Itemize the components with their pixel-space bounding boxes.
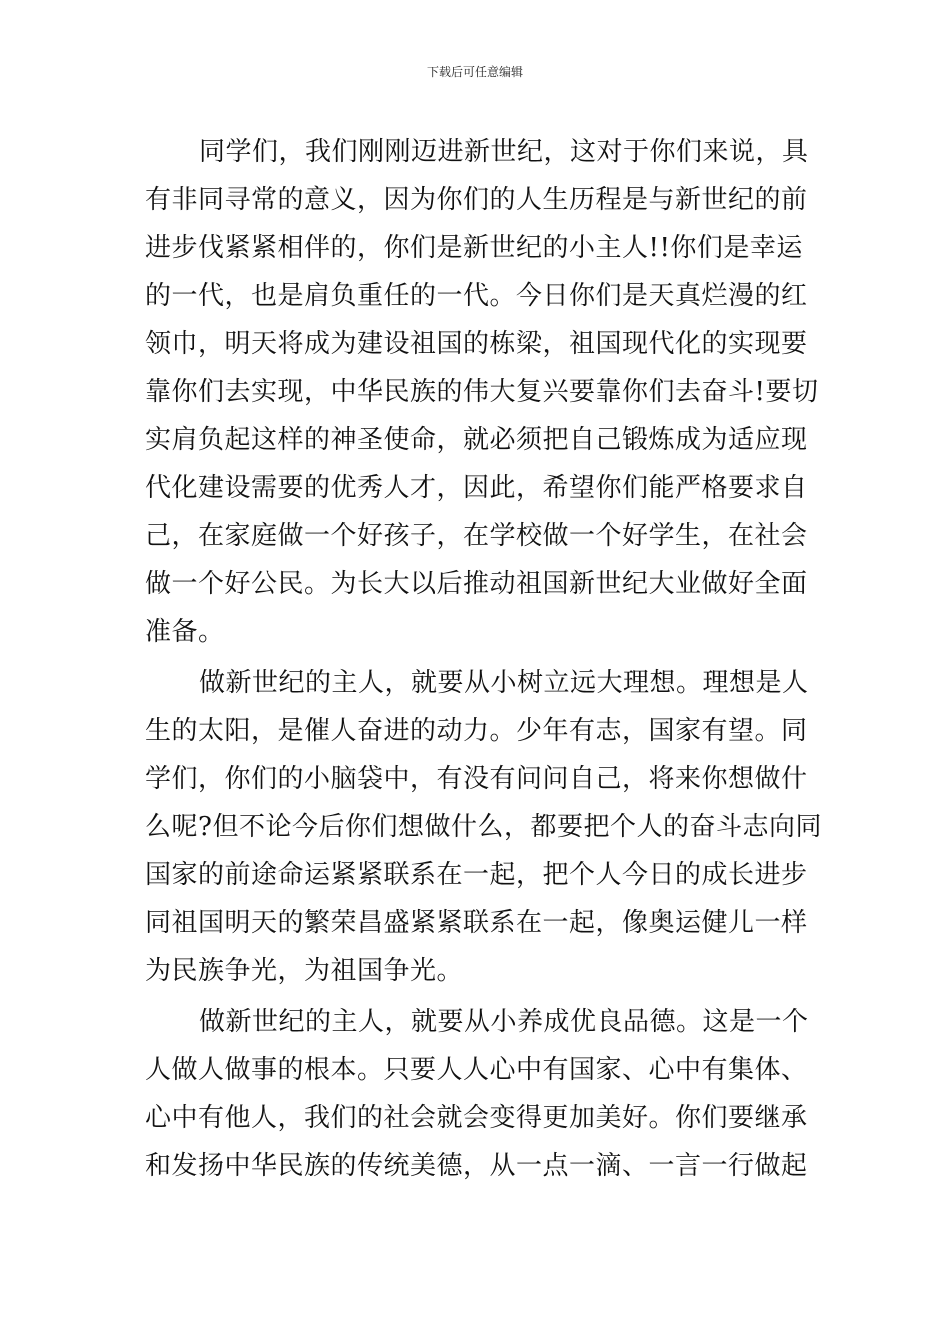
text-line: 代化建设需要的优秀人才，因此，希望你们能严格要求自 [145, 473, 808, 503]
text-line: 为民族争光，为祖国争光。 [145, 956, 464, 986]
header-note: 下载后可任意编辑 [426, 65, 523, 79]
text-line: 同学们，我们刚刚迈进新世纪，这对于你们来说，具 [199, 137, 809, 167]
text-line: 心中有他人，我们的社会就会变得更加美好。你们要继承 [145, 1103, 808, 1133]
text-line: 人做人做事的根本。只要人人心中有国家、心中有集体、 [145, 1055, 808, 1085]
text-line: 学们，你们的小脑袋中，有没有问问自己，将来你想做什 [145, 764, 808, 794]
text-line: 做新世纪的主人，就要从小树立远大理想。理想是人 [199, 668, 809, 698]
text-line: 的一代，也是肩负重任的一代。今日你们是天真烂漫的红 [145, 281, 808, 311]
text-line: 么呢?但不论今后你们想做什么，都要把个人的奋斗志向同 [145, 812, 822, 842]
text-line: 做新世纪的主人，就要从小养成优良品德。这是一个 [199, 1007, 809, 1037]
text-line: 做一个好公民。为长大以后推动祖国新世纪大业做好全面 [145, 569, 808, 599]
text-line: 和发扬中华民族的传统美德，从一点一滴、一言一行做起 [145, 1151, 808, 1181]
paragraph-1 [145, 128, 819, 656]
text-line: 同祖国明天的繁荣昌盛紧紧联系在一起，像奥运健儿一样 [145, 908, 808, 938]
text-line: 有非同寻常的意义，因为你们的人生历程是与新世纪的前 [145, 185, 808, 215]
text-line: 己，在家庭做一个好孩子，在学校做一个好学生，在社会 [145, 521, 808, 551]
text-line: 生的太阳，是催人奋进的动力。少年有志，国家有望。同 [145, 716, 808, 746]
text-line: 领巾，明天将成为建设祖国的栋梁，祖国现代化的实现要 [145, 329, 808, 359]
text-line: 准备。 [145, 617, 225, 647]
paragraph-2 [145, 659, 822, 995]
text-line: 靠你们去实现，中华民族的伟大复兴要靠你们去奋斗!要切 [145, 377, 819, 407]
text-line: 进步伐紧紧相伴的，你们是新世纪的小主人!!你们是幸运 [145, 233, 803, 263]
text-line: 国家的前途命运紧紧联系在一起，把个人今日的成长进步 [145, 860, 808, 890]
paragraph-3 [145, 998, 810, 1190]
text-line: 实肩负起这样的神圣使命，就必须把自己锻炼成为适应现 [145, 425, 808, 455]
body-text [145, 128, 822, 1190]
